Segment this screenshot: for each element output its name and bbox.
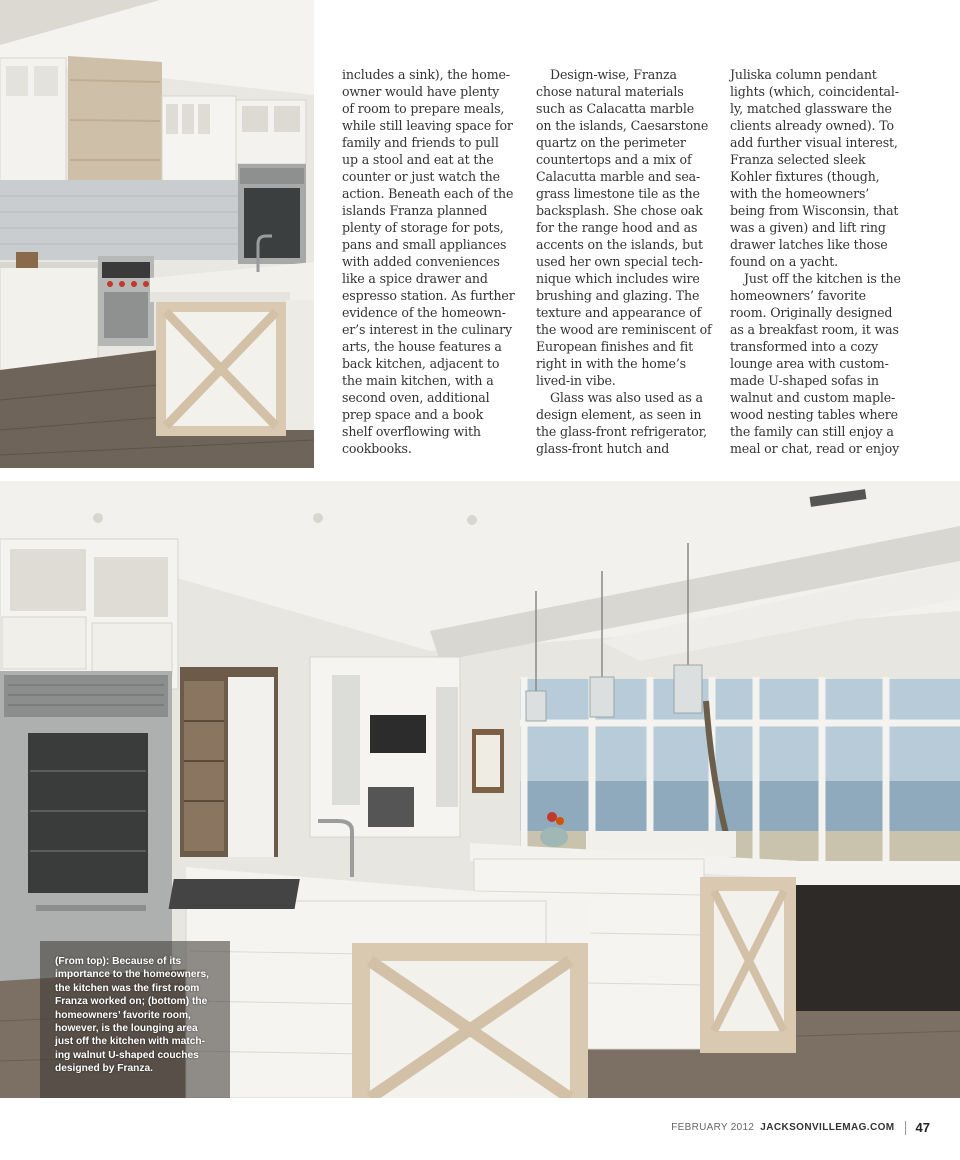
- folio-divider: [905, 1121, 906, 1135]
- top-kitchen-photo: [0, 0, 314, 468]
- issue-date: FEBRUARY 2012: [671, 1122, 755, 1133]
- photo-caption: (From top): Because of its importance to the homeowners, the kitchen was the first room Franza worked on; (bottom) the homeowners’ favorite room, however, is the lounging area just off the kitchen with match- ing walnut U-shaped couches designed by Franza.: [55, 956, 209, 1075]
- article-paragraph: Design-wise, Franza chose natural materials such as Calacatta marble on the islands, Caesarstone quartz on the perimeter countertops and a mix of Calacutta marble and sea- grass limestone tile as the backsplash. She chose oak for the range hood and as accents on the islands, but used her own special tech- nique which includes wire brushing and glazing. The texture and appearance of the wood are reminiscent of European finishes and fit right in with the home’s lived-in vibe.: [536, 67, 712, 388]
- magazine-website: JACKSONVILLEMAG.COM: [760, 1122, 895, 1133]
- page-folio: [671, 1120, 930, 1135]
- article-column-1: [342, 66, 518, 457]
- article-column-3: [730, 66, 906, 457]
- article-paragraph: Glass was also used as a design element, as seen in the glass-front refrigerator, glass-front hutch and: [536, 390, 708, 456]
- article-paragraph: Just off the kitchen is the homeowners’ favorite room. Originally designed as a breakfast room, it was transformed into a cozy lounge area with custom- made U-shaped sofas in walnut and custom maple- wood nesting tables where the family can still enjoy a meal or chat, read or enjoy: [730, 271, 901, 456]
- article-column-2: [536, 66, 712, 457]
- article-paragraph: Juliska column pendant lights (which, coincidental- ly, matched glassware the clients already owned). To add further visual interest, Franza selected sleek Kohler fixtures (though, with the homeowners’ being from Wisconsin, that was a given) and lift ring drawer latches like those found on a yacht.: [730, 67, 899, 269]
- top-kitchen-illustration: [0, 0, 314, 468]
- article-paragraph: includes a sink), the home- owner would have plenty of room to prepare meals, while still leaving space for family and friends to pull up a stool and eat at the counter or just watch the action. Beneath each of the islands Franza planned plenty of storage for pots, pans and small appliances with added conveniences like a spice drawer and espresso station. As further evidence of the homeown- er’s interest in the culinary arts, the house features a back kitchen, adjacent to the main kitchen, with a second oven, additional prep space and a book shelf overflowing with cookbooks.: [342, 67, 515, 456]
- page-number: 47: [915, 1120, 930, 1135]
